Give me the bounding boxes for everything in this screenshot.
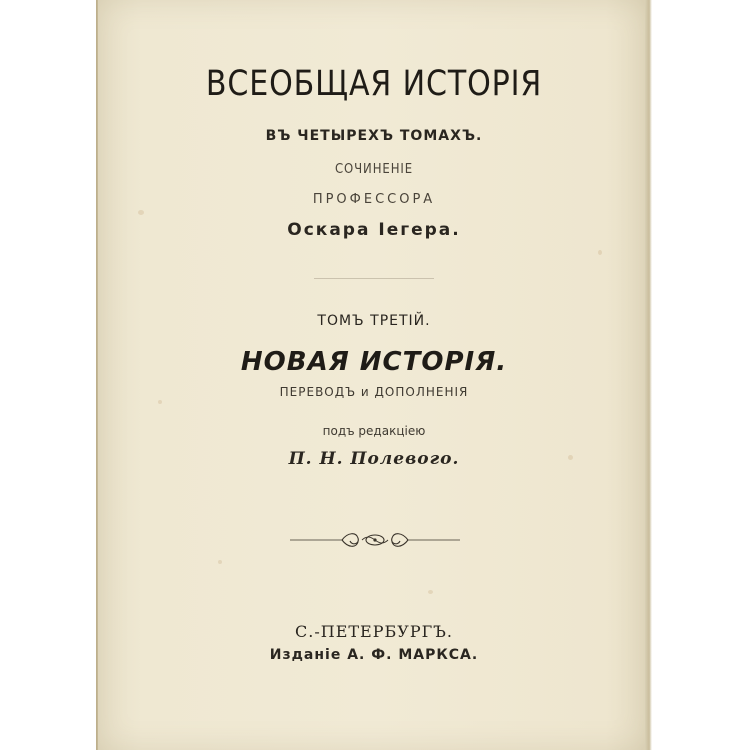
scroll-ornament-icon (290, 528, 460, 552)
book-title: ВСЕОБЩАЯ ИСТОРІЯ (205, 64, 543, 104)
publisher: Изданіе А. Ф. МАРКСА. (269, 647, 479, 663)
divider (314, 278, 434, 279)
page-right-edge (645, 0, 652, 750)
foxing-spot (158, 400, 162, 404)
book-subtitle: ВЪ ЧЕТЫРЕХЪ ТОМАХЪ. (265, 128, 483, 144)
volume-label: ТОМЪ ТРЕТІЙ. (317, 313, 431, 329)
title-page (98, 0, 650, 750)
foxing-spot (428, 590, 433, 594)
translation-note: ПЕРЕВОДЪ и ДОПОЛНЕНІЯ (279, 385, 469, 399)
foxing-spot (138, 210, 144, 215)
author-name: Оскара Іегера. (287, 220, 461, 240)
volume-title: НОВАЯ ИСТОРІЯ. (240, 347, 508, 377)
publication-city: С.-ПЕТЕРБУРГЪ. (295, 622, 453, 641)
editor-label: подъ редакціею (322, 424, 426, 438)
editor-name: П. Н. Полевого. (288, 449, 460, 469)
profession-label: ПРОФЕССОРА (312, 192, 436, 207)
foxing-spot (218, 560, 222, 564)
work-label: СОЧИНЕНІЕ (334, 162, 414, 177)
foxing-spot (598, 250, 602, 255)
